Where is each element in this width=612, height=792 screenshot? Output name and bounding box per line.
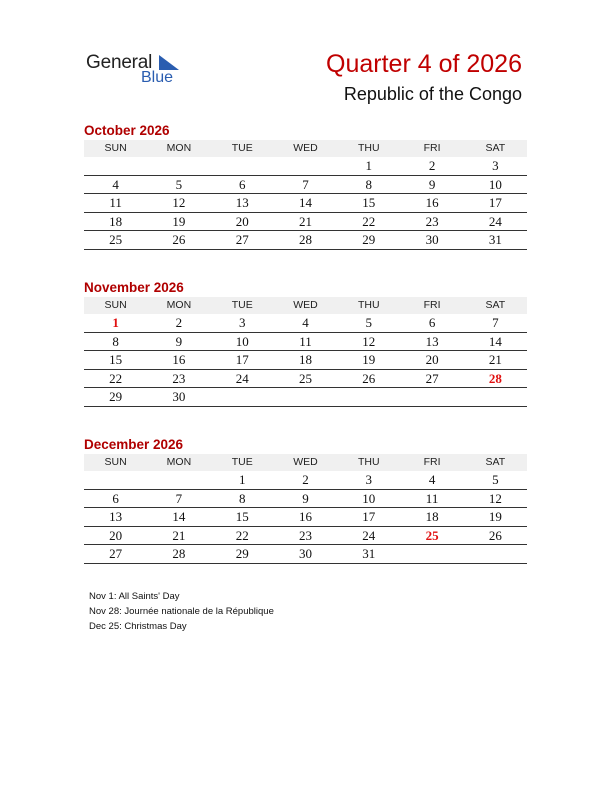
day-cell: 5 xyxy=(365,315,373,330)
day-cell: 5 xyxy=(492,472,499,487)
day-cell: 17 xyxy=(488,195,502,210)
day-cell: 12 xyxy=(172,195,186,210)
day-cell: 28 xyxy=(298,232,312,247)
weekday-header: MON xyxy=(166,142,192,154)
empty-day-cell xyxy=(400,545,463,563)
week-row xyxy=(84,545,527,564)
day-cell: 13 xyxy=(235,195,249,210)
day-cell: 27 xyxy=(235,232,249,247)
day-cell: 22 xyxy=(109,370,123,386)
day-cell: 4 xyxy=(302,315,309,330)
weekday-header: TUE xyxy=(231,456,253,468)
day-cell: 10 xyxy=(488,176,502,192)
day-cell: 8 xyxy=(112,333,119,349)
week-row xyxy=(84,176,527,195)
day-cell: 29 xyxy=(109,389,123,404)
empty-day-cell xyxy=(147,157,210,175)
month-title: December 2026 xyxy=(84,437,184,452)
week-row xyxy=(84,471,527,490)
empty-day-cell xyxy=(464,388,527,406)
day-cell: 14 xyxy=(172,509,186,524)
day-cell: 2 xyxy=(175,315,183,330)
empty-day-cell xyxy=(400,388,463,406)
day-cell: 2 xyxy=(302,472,309,487)
holiday-day-cell: 25 xyxy=(425,527,439,543)
day-cell: 18 xyxy=(109,213,123,229)
day-cell: 10 xyxy=(235,333,249,349)
day-cell: 24 xyxy=(362,527,376,543)
day-cell: 30 xyxy=(298,546,312,561)
page-title: Quarter 4 of 2026 xyxy=(326,50,522,78)
week-row xyxy=(84,490,527,509)
weekday-header: WED xyxy=(293,142,318,154)
day-cell: 20 xyxy=(109,527,123,543)
month-calendar-october xyxy=(84,122,527,250)
weekday-header: TUE xyxy=(231,299,253,311)
day-cell: 19 xyxy=(488,509,502,524)
day-cell: 26 xyxy=(172,232,186,247)
empty-day-cell xyxy=(274,157,337,175)
day-cell: 15 xyxy=(362,195,376,210)
week-row xyxy=(84,508,527,527)
weekday-header-row xyxy=(84,454,527,471)
day-cell: 16 xyxy=(425,195,439,210)
day-cell: 16 xyxy=(172,352,186,367)
week-row xyxy=(84,194,527,213)
day-cell: 27 xyxy=(425,370,439,386)
day-cell: 12 xyxy=(362,333,376,349)
day-cell: 7 xyxy=(492,315,499,330)
week-row xyxy=(84,351,527,370)
week-row xyxy=(84,370,527,389)
day-cell: 20 xyxy=(235,213,249,229)
empty-day-cell xyxy=(337,388,400,406)
day-cell: 15 xyxy=(235,509,249,524)
day-cell: 9 xyxy=(428,176,436,192)
day-cell: 8 xyxy=(365,176,373,192)
weekday-header: WED xyxy=(293,299,318,311)
day-cell: 19 xyxy=(362,352,376,367)
day-cell: 24 xyxy=(488,213,502,229)
day-cell: 24 xyxy=(235,370,249,386)
empty-day-cell xyxy=(84,157,147,175)
holiday-day-cell: 28 xyxy=(488,370,502,386)
empty-day-cell xyxy=(464,545,527,563)
day-cell: 1 xyxy=(365,158,373,173)
day-cell: 10 xyxy=(362,490,376,506)
day-cell: 31 xyxy=(488,232,502,247)
day-cell: 21 xyxy=(298,213,312,229)
day-cell: 6 xyxy=(238,176,246,192)
day-cell: 2 xyxy=(428,158,436,173)
holiday-day-cell: 1 xyxy=(112,315,119,330)
day-cell: 26 xyxy=(488,527,502,543)
empty-day-cell xyxy=(274,388,337,406)
weekday-header: WED xyxy=(293,456,318,468)
week-row xyxy=(84,527,527,546)
month-calendar-december xyxy=(84,436,527,564)
weekday-header: SUN xyxy=(104,142,127,154)
day-cell: 23 xyxy=(172,370,186,386)
day-cell: 30 xyxy=(425,232,439,247)
day-cell: 7 xyxy=(175,490,183,506)
week-row xyxy=(84,213,527,232)
day-cell: 4 xyxy=(112,176,119,192)
weekday-header: THU xyxy=(357,142,380,154)
day-cell: 23 xyxy=(425,213,439,229)
day-cell: 31 xyxy=(362,546,376,561)
day-cell: 16 xyxy=(298,509,312,524)
day-cell: 22 xyxy=(235,527,249,543)
day-cell: 15 xyxy=(109,352,123,367)
day-cell: 4 xyxy=(428,472,436,487)
weekday-header: THU xyxy=(357,456,380,468)
weekday-header: SUN xyxy=(104,299,127,311)
day-cell: 22 xyxy=(362,213,376,229)
holiday-note: Dec 25: Christmas Day xyxy=(89,621,187,632)
day-cell: 30 xyxy=(172,389,186,404)
weekday-header: SAT xyxy=(485,456,506,468)
empty-day-cell xyxy=(211,388,274,406)
week-row xyxy=(84,388,527,407)
month-calendar-november xyxy=(84,279,527,407)
day-cell: 1 xyxy=(238,472,246,487)
weekday-header-row xyxy=(84,140,527,157)
day-cell: 6 xyxy=(428,315,436,330)
day-cell: 13 xyxy=(109,509,123,524)
day-cell: 13 xyxy=(425,333,439,349)
generalblue-logo xyxy=(86,52,196,92)
day-cell: 14 xyxy=(298,195,312,210)
day-cell: 14 xyxy=(488,333,502,349)
weekday-header-row xyxy=(84,297,527,314)
logo-blue-text: Blue xyxy=(141,69,174,86)
weekday-header: SUN xyxy=(104,456,127,468)
country-name: Republic of the Congo xyxy=(343,84,522,104)
weekday-header: SAT xyxy=(485,299,506,311)
day-cell: 18 xyxy=(425,509,439,524)
day-cell: 9 xyxy=(175,333,183,349)
weekday-header: MON xyxy=(166,299,192,311)
holiday-note: Nov 1: All Saints' Day xyxy=(89,591,180,602)
week-row xyxy=(84,314,527,333)
day-cell: 3 xyxy=(238,315,246,330)
day-cell: 20 xyxy=(425,352,439,367)
day-cell: 3 xyxy=(492,158,499,173)
empty-day-cell xyxy=(84,471,147,489)
day-cell: 17 xyxy=(362,509,376,524)
weekday-header: FRI xyxy=(423,299,441,311)
day-cell: 21 xyxy=(172,527,186,543)
day-cell: 3 xyxy=(365,472,373,487)
day-cell: 25 xyxy=(298,370,312,386)
day-cell: 28 xyxy=(172,546,186,561)
day-cell: 12 xyxy=(488,490,502,506)
day-cell: 27 xyxy=(109,546,123,561)
weekday-header: SAT xyxy=(485,142,506,154)
weekday-header: FRI xyxy=(423,142,441,154)
day-cell: 29 xyxy=(235,546,249,561)
week-row xyxy=(84,157,527,176)
weekday-header: THU xyxy=(357,299,380,311)
weekday-header: TUE xyxy=(231,142,253,154)
day-cell: 11 xyxy=(425,490,439,506)
weekday-header: FRI xyxy=(423,456,441,468)
logo-general-text: General xyxy=(86,52,153,73)
day-cell: 5 xyxy=(175,176,183,192)
day-cell: 29 xyxy=(362,232,376,247)
day-cell: 26 xyxy=(362,370,376,386)
holiday-note: Nov 28: Journée nationale de la République xyxy=(89,606,274,617)
day-cell: 25 xyxy=(109,232,123,247)
empty-day-cell xyxy=(211,157,274,175)
day-cell: 7 xyxy=(302,176,309,192)
day-cell: 23 xyxy=(298,527,312,543)
day-cell: 19 xyxy=(172,213,186,229)
holiday-notes xyxy=(89,589,274,634)
day-cell: 11 xyxy=(299,333,312,349)
week-row xyxy=(84,333,527,352)
day-cell: 6 xyxy=(112,490,119,506)
day-cell: 9 xyxy=(302,490,309,506)
empty-day-cell xyxy=(147,471,210,489)
month-title: November 2026 xyxy=(84,280,184,295)
weekday-header: MON xyxy=(166,456,192,468)
day-cell: 18 xyxy=(298,352,312,367)
day-cell: 17 xyxy=(235,352,249,367)
week-row xyxy=(84,231,527,250)
day-cell: 21 xyxy=(488,352,502,367)
day-cell: 8 xyxy=(238,490,246,506)
month-title: October 2026 xyxy=(84,123,170,138)
day-cell: 11 xyxy=(109,195,122,210)
